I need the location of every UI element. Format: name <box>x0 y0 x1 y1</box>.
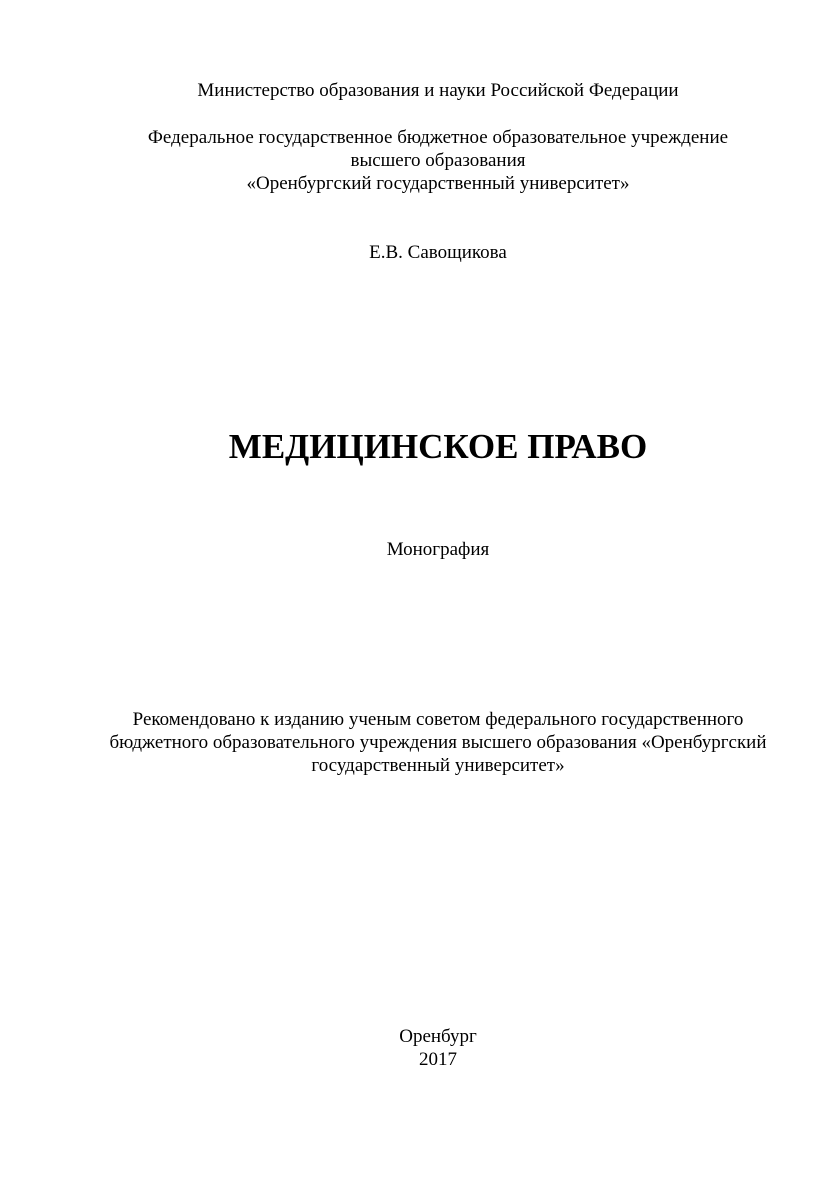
recommendation-line-3: государственный университет» <box>311 755 565 776</box>
publication-city: Оренбург <box>399 1026 477 1047</box>
document-type: Монография <box>386 539 490 560</box>
institution-line-2: высшего образования <box>350 150 526 171</box>
recommendation-line-1: Рекомендовано к изданию ученым советом федерального государственного <box>132 709 744 730</box>
recommendation-line-2: бюджетного образовательного учреждения высшего образования «Оренбургский <box>109 732 767 753</box>
author-name: Е.В. Савощикова <box>369 242 507 263</box>
institution-line-1: Федеральное государственное бюджетное образовательное учреждение <box>147 127 729 148</box>
publication-year: 2017 <box>419 1049 457 1070</box>
document-title: МЕДИЦИНСКОЕ ПРАВО <box>228 427 648 466</box>
ministry-name: Министерство образования и науки Российской Федерации <box>197 80 679 101</box>
institution-line-3: «Оренбургский государственный университет» <box>246 173 630 194</box>
